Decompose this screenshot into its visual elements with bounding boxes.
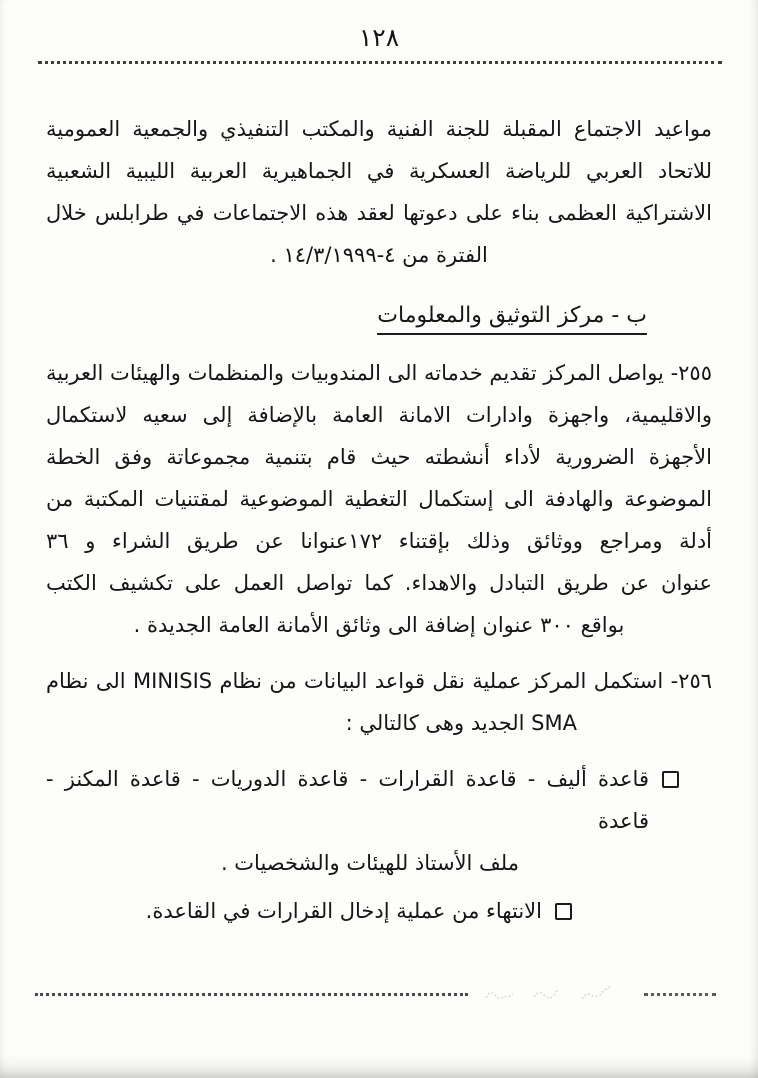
text-line: للاتحاد العربي للرياضة العسكرية في الجماهيرية العربية الليبية الشعبية bbox=[46, 159, 712, 183]
paragraph-255 bbox=[46, 352, 712, 646]
square-bullet-icon bbox=[555, 903, 572, 920]
text-line: بواقع ٣٠٠ عنوان إضافة الى وثائق الأمانة العامة الجديدة . bbox=[133, 613, 625, 637]
square-bullet-icon bbox=[662, 771, 679, 788]
paragraph-meeting-dates bbox=[46, 108, 712, 276]
bottom-dotted-divider-short bbox=[644, 993, 716, 996]
text-line: الموضوعة والهادفة الى إستكمال التغطية الموضوعية لمقتنيات المكتبة من bbox=[46, 487, 712, 511]
top-dotted-divider bbox=[38, 61, 722, 64]
page-footer bbox=[35, 982, 716, 1006]
text-line: والاقليمية، واجهزة وادارات الامانة العامة بالإضافة إلى سعيه لاستكمال bbox=[46, 403, 712, 427]
bottom-dotted-divider bbox=[35, 993, 468, 996]
faint-handwriting-marks bbox=[482, 982, 630, 1006]
text-line: الأجهزة الضرورية لأداء أنشطته حيث قام بتنمية مجموعاتة وفق الخطة bbox=[46, 445, 712, 469]
section-heading-row bbox=[46, 296, 647, 336]
bullet-text bbox=[46, 890, 542, 932]
page-number: ١٢٨ bbox=[358, 23, 400, 52]
text-line-date: الفترة من ٤-١٤/٣/١٩٩٩ . bbox=[270, 243, 488, 267]
text-line: عنوان عن طريق التبادل والاهداء. كما تواصل العمل على تكشيف الكتب bbox=[46, 571, 712, 595]
text-line: أدلة ومراجع ووثائق وذلك بإقتناء ١٧٢عنوانا عن طريق الشراء و ٣٦ bbox=[46, 529, 713, 553]
text-line: الانتهاء من عملية إدخال القرارات في القاعدة. bbox=[145, 899, 542, 923]
bullet-text bbox=[46, 758, 649, 884]
text-line-minisis: ٢٥٦- استكمل المركز عملية نقل قواعد البيانات من نظام MINISIS الى نظام bbox=[46, 669, 713, 693]
bullet-item-data-entry bbox=[46, 890, 712, 932]
text-line: ملف الأستاذ للهيئات والشخصيات . bbox=[220, 851, 519, 875]
section-heading: ب - مركز التوثيق والمعلومات bbox=[377, 303, 647, 335]
text-line-sma: SMA الجديد وهى كالتالي : bbox=[345, 711, 577, 735]
text-line: ٢٥٥- يواصل المركز تقديم خدماته الى المندوبيات والمنظمات والهيئات العربية bbox=[45, 361, 712, 385]
document-body bbox=[46, 108, 712, 932]
bullet-item-databases bbox=[46, 758, 712, 884]
text-line: مواعيد الاجتماع المقبلة للجنة الفنية والمكتب التنفيذي والجمعية العمومية bbox=[46, 117, 712, 141]
paragraph-256 bbox=[46, 660, 712, 744]
text-line: الاشتراكية العظمى بناء على دعوتها لعقد هذه الاجتماعات في طرابلس خلال bbox=[46, 201, 712, 225]
text-line: قاعدة أليف - قاعدة القرارات - قاعدة الدوريات - قاعدة المكنز - قاعدة bbox=[46, 767, 649, 833]
